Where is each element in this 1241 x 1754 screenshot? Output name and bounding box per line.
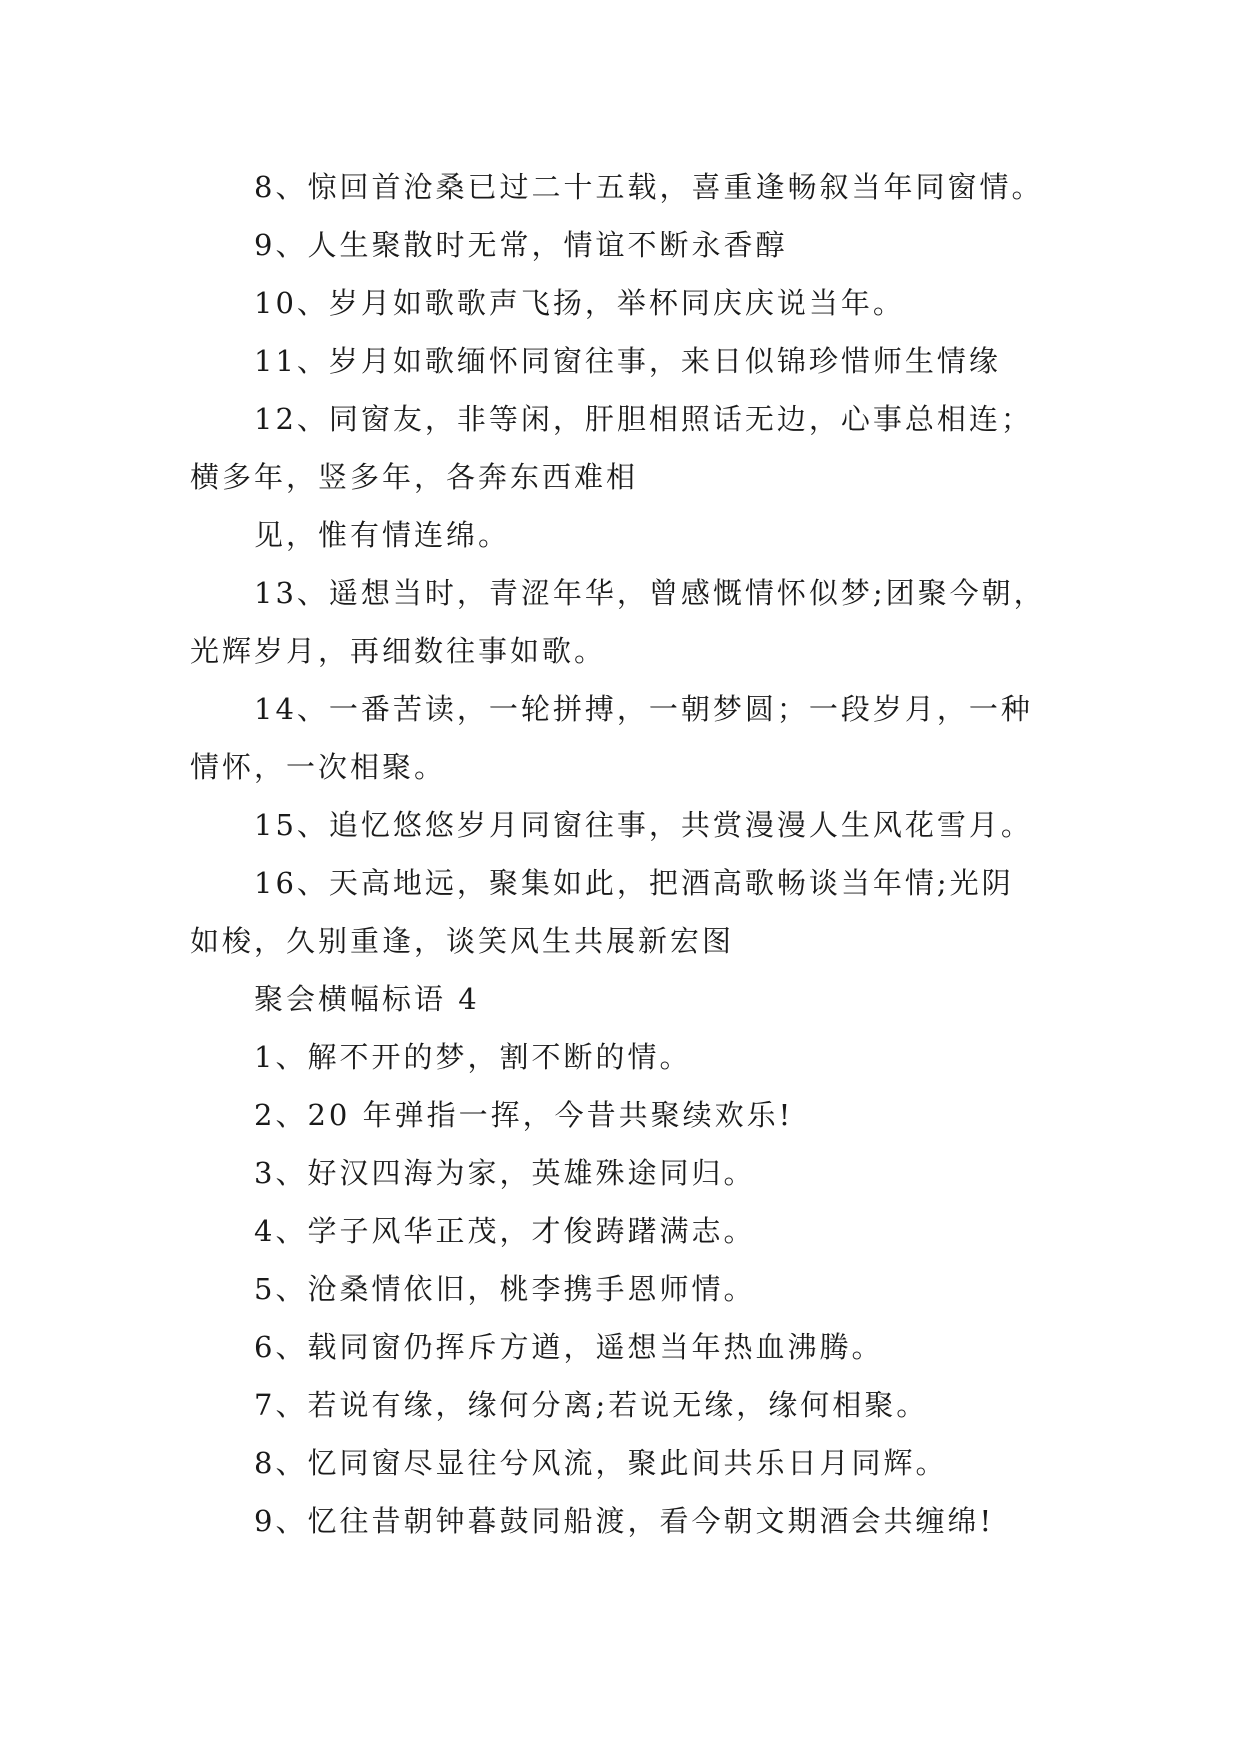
text-line: 8、惊回首沧桑已过二十五载，喜重逢畅叙当年同窗情。 — [254, 170, 1044, 204]
text-line: 光辉岁月，再细数往事如歌。 — [190, 634, 607, 668]
text-line: 7、若说有缘，缘何分离;若说无缘，缘何相聚。 — [254, 1388, 929, 1422]
text-line: 如梭，久别重逢，谈笑风生共展新宏图 — [190, 924, 735, 958]
text-line: 1、解不开的梦，割不断的情。 — [254, 1040, 692, 1074]
text-line: 2、20 年弹指一挥，今昔共聚续欢乐! — [254, 1098, 794, 1132]
text-line: 8、忆同窗尽显往兮风流，聚此间共乐日月同辉。 — [254, 1446, 948, 1480]
text-line: 11、岁月如歌缅怀同窗往事，来日似锦珍惜师生情缘 — [254, 344, 1001, 378]
text-line: 16、天高地远，聚集如此，把酒高歌畅谈当年情;光阴 — [254, 866, 1014, 900]
text-line: 12、同窗友，非等闲，肝胆相照话无边，心事总相连； — [254, 402, 1033, 436]
text-line: 见，惟有情连绵。 — [254, 518, 511, 552]
text-line: 横多年，竖多年，各奔东西难相 — [190, 460, 639, 494]
text-line: 4、学子风华正茂，才俊踌躇满志。 — [254, 1214, 756, 1248]
document-body — [190, 158, 1070, 1550]
text-line: 情怀，一次相聚。 — [190, 750, 447, 784]
text-line: 3、好汉四海为家，英雄殊途同归。 — [254, 1156, 756, 1190]
text-line: 15、追忆悠悠岁月同窗往事，共赏漫漫人生风花雪月。 — [254, 808, 1033, 842]
text-line: 14、一番苦读，一轮拼搏，一朝梦圆；一段岁月，一种 — [254, 692, 1033, 726]
text-line: 9、忆往昔朝钟暮鼓同船渡，看今朝文期酒会共缠绵! — [254, 1504, 995, 1538]
text-line: 5、沧桑情依旧，桃李携手恩师情。 — [254, 1272, 756, 1306]
section-heading: 聚会横幅标语 4 — [254, 982, 480, 1016]
text-line: 6、载同窗仍挥斥方遒，遥想当年热血沸腾。 — [254, 1330, 884, 1364]
text-line: 13、遥想当时，青涩年华，曾感慨情怀似梦;团聚今朝， — [254, 576, 1046, 610]
text-line: 10、岁月如歌歌声飞扬，举杯同庆庆说当年。 — [254, 286, 905, 320]
text-line: 9、人生聚散时无常，情谊不断永香醇 — [254, 228, 788, 262]
